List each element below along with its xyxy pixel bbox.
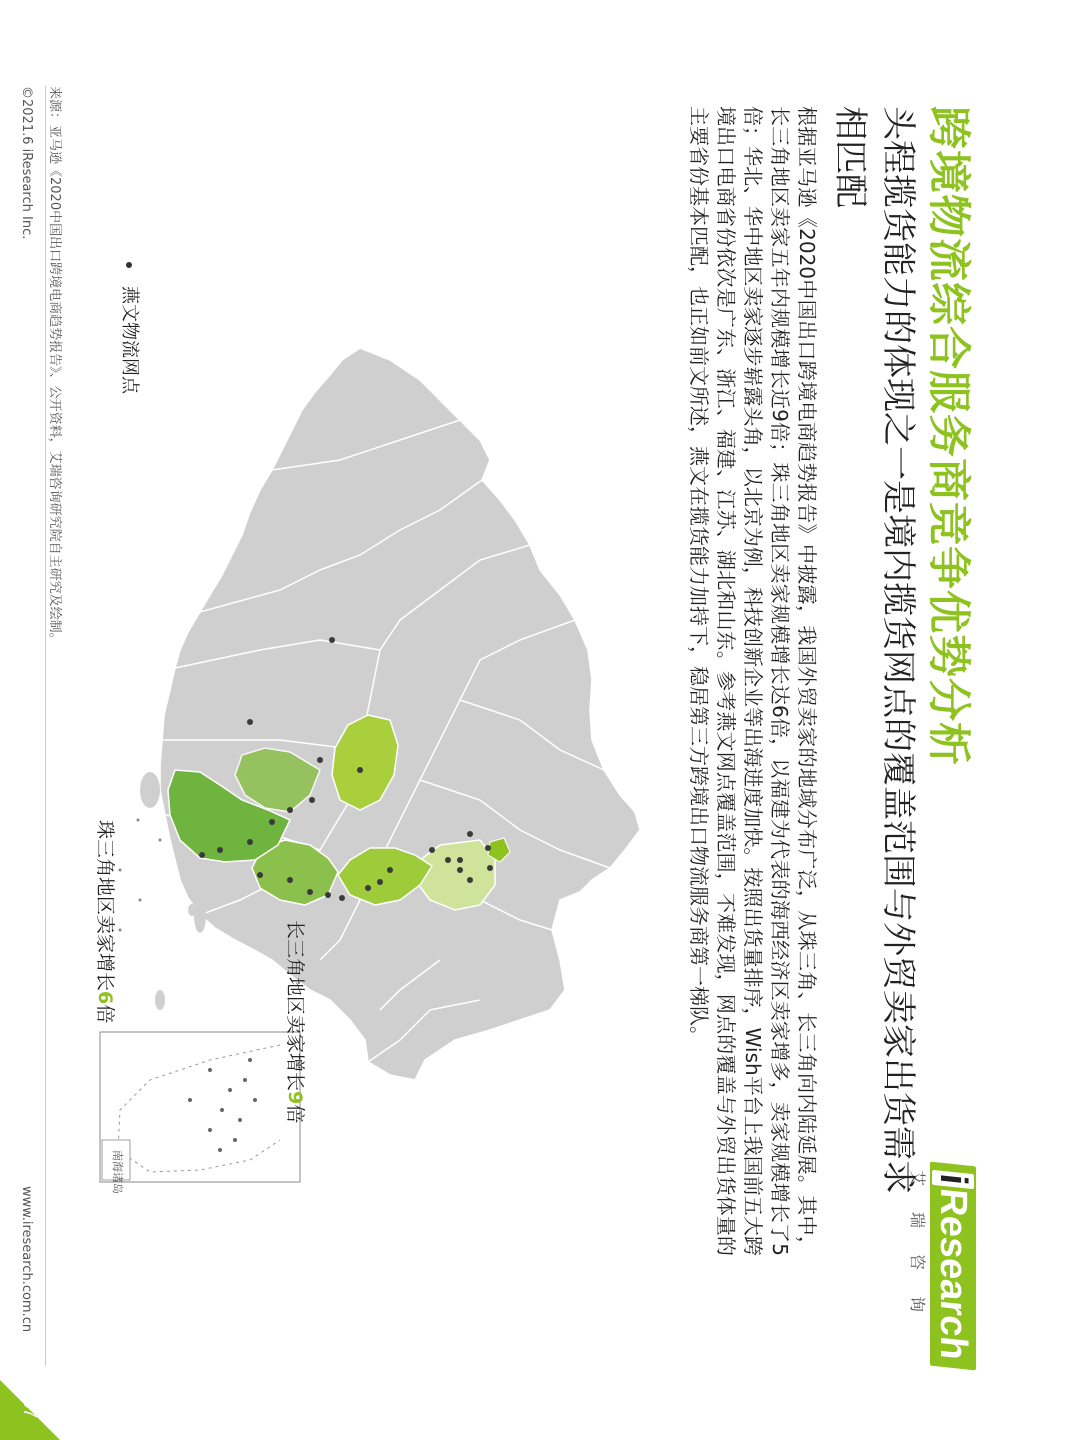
website-link[interactable]: www.iresearch.com.cn <box>19 1186 34 1333</box>
network-dot <box>269 819 275 825</box>
annotation-yangtze-suffix: 倍 <box>284 1104 306 1124</box>
iresearch-logo: iResearch <box>930 1162 976 1371</box>
annotation-pearl-prefix: 珠三角地区卖家增长 <box>94 820 116 992</box>
network-dot <box>287 877 293 883</box>
legend-dot-icon <box>126 262 132 268</box>
inset-label: 南海诸岛 <box>111 1150 124 1194</box>
annotation-yangtze-prefix: 长三角地区卖家增长 <box>284 920 306 1092</box>
network-dot <box>325 892 331 898</box>
page-subtitle: 头程揽货能力的体现之一是境内揽货网点的覆盖范围与外贸卖家出货需求相匹配 <box>830 106 918 1194</box>
network-dot <box>199 852 205 858</box>
network-dot <box>467 877 473 883</box>
china-mainland <box>160 348 640 1080</box>
network-dot <box>445 857 451 863</box>
annotation-pearl <box>93 820 120 1023</box>
body-text: 根据亚马逊《2020中国出口跨境电商趋势报告》中披露，我国外贸卖家的地域分布广泛，从珠三角、长三角向内陆延展。其中，长三角地区卖家五年内规模增长近9倍；珠三角地区卖家规模增长达6倍，以福建为代表的海西经济区卖家增多，卖家规模增长了5倍；华北、华中地区卖家逐步崭露头角，以北京为例，科技创新企业等出海进度加快。按照出货量排序，Wish平台上我国前五大跨境出口电商省份依次是广东、浙江、福建、江苏、湖北和山东。参考燕文网点覆盖范围，不难发现，网点的覆盖与外贸出货体量的主要省份基本匹配，也正如前文所述，燕文在揽货能力加持下，稳居第三方跨境出口物流服务商第一梯队。 <box>687 106 819 1256</box>
network-dot <box>485 845 491 851</box>
network-dot <box>339 895 345 901</box>
network-dot <box>457 857 463 863</box>
network-dot <box>217 847 223 853</box>
logo-brand-text: Research <box>932 1186 974 1362</box>
network-dot <box>247 839 253 845</box>
network-dot <box>357 767 363 773</box>
network-dot <box>247 719 253 725</box>
annotation-yangtze <box>283 920 310 1123</box>
map-legend <box>118 262 144 394</box>
network-dot <box>467 831 473 837</box>
network-dot <box>307 889 313 895</box>
logo-cn-text: 艾瑞咨询 <box>908 1170 927 1339</box>
network-dot <box>309 797 315 803</box>
network-dot <box>257 872 263 878</box>
page-number: 37 <box>20 1398 40 1419</box>
footer-divider <box>45 86 46 1366</box>
network-dot <box>457 867 463 873</box>
scattered-islands <box>119 819 162 932</box>
network-dot <box>317 757 323 763</box>
south-china-sea-inset <box>100 1032 300 1182</box>
network-dot <box>429 847 435 853</box>
page-title: 跨境物流综合服务商竞争优势分析 <box>923 106 973 766</box>
network-dot <box>287 807 293 813</box>
copyright: ©2021.6 iResearch Inc. <box>19 86 34 240</box>
legend-label: 燕文物流网点 <box>119 286 140 394</box>
source-note: 来源：亚马逊《2020中国出口跨境电商趋势报告》、公开资料，艾瑞咨询研究院自主研究及绘制。 <box>47 86 62 646</box>
network-dot <box>487 865 493 871</box>
annotation-yangtze-num: 9 <box>284 1091 306 1105</box>
network-dot <box>377 879 383 885</box>
annotation-pearl-num: 6 <box>94 991 116 1005</box>
network-dot <box>365 885 371 891</box>
network-dot <box>387 867 393 873</box>
network-dot <box>329 637 335 643</box>
annotation-pearl-suffix: 倍 <box>94 1004 116 1024</box>
